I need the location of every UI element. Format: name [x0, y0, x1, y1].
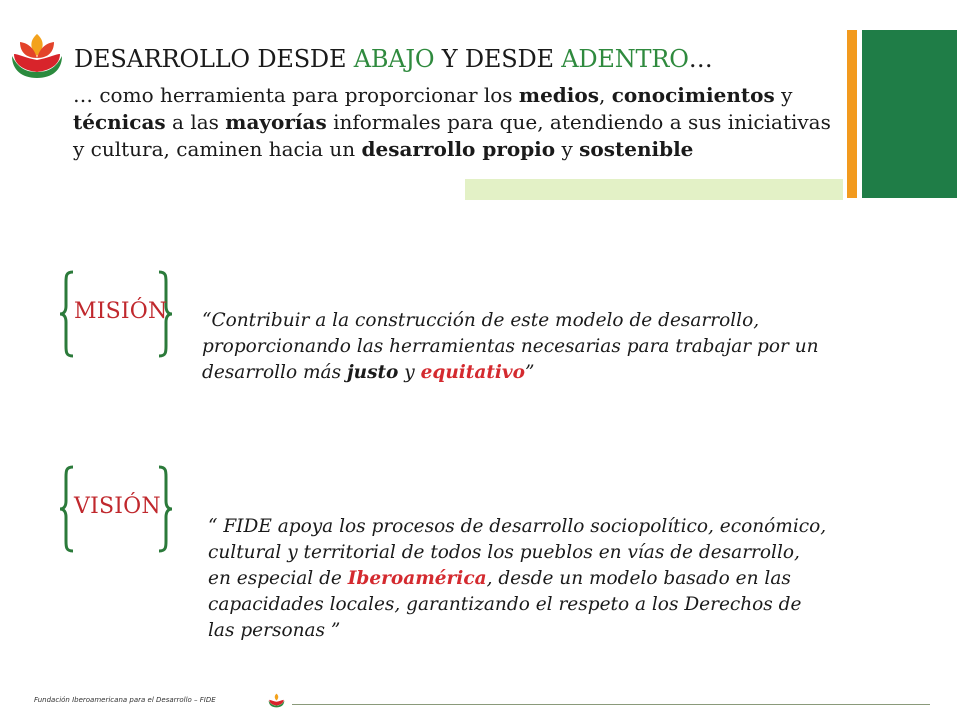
vision-quote: [208, 514, 828, 644]
intro-bold: sostenible: [579, 137, 694, 161]
footer-divider: [292, 704, 930, 705]
mision-label: MISIÓN: [74, 299, 168, 324]
vision-label: VISIÓN: [74, 494, 161, 519]
intro-text: ,: [599, 83, 612, 107]
vision-quote-text: , desde un modelo basado en las capacidades locales, garantizando el respeto a los Derechos de las personas ”: [208, 568, 802, 641]
mision-quote: [202, 308, 842, 386]
intro-text: y: [774, 83, 793, 107]
intro-bold: técnicas: [73, 110, 166, 134]
intro-text: y: [555, 137, 580, 161]
mision-quote-text: y: [398, 362, 421, 383]
mision-quote-text: ”: [525, 362, 535, 383]
intro-bold: conocimientos: [611, 83, 775, 107]
intro-bold: mayorías: [225, 110, 327, 134]
fide-flower-logo-icon: [10, 32, 64, 80]
intro-text: … como herramienta para proporcionar los: [73, 83, 519, 107]
fide-flower-logo-icon: [268, 693, 285, 708]
title-text: Y DESDE: [434, 45, 562, 73]
vision-quote-emphasis: Iberoamérica: [347, 568, 487, 589]
title-accent-adentro: ADENTRO: [561, 45, 689, 73]
title-text: DESARROLLO DESDE: [74, 45, 354, 73]
orange-accent-bar: [847, 30, 857, 198]
title-text: …: [688, 45, 713, 73]
page-title: [74, 44, 713, 74]
highlight-bar: [465, 179, 843, 200]
title-accent-abajo: ABAJO: [353, 45, 435, 73]
intro-paragraph: [73, 82, 843, 163]
footer-text: Fundación Iberoamericana para el Desarrollo – FIDE: [34, 696, 216, 704]
intro-text: a las: [165, 110, 226, 134]
green-accent-block: [862, 30, 957, 198]
mision-quote-bold: justo: [346, 362, 399, 383]
mision-quote-emphasis: equitativo: [420, 362, 526, 383]
intro-bold: desarrollo propio: [361, 137, 556, 161]
intro-text: informales para que, atendiendo a sus iniciativas y cultura, caminen hacia un: [73, 110, 831, 161]
intro-bold: medios: [518, 83, 599, 107]
mision-quote-text: “Contribuir a la construcción de este modelo de desarrollo, proporcionando las herramientas necesarias para trabajar por un desarrollo más: [202, 310, 819, 383]
vision-quote-text: “ FIDE apoya los procesos de desarrollo sociopolítico, económico, cultural y territorial de todos los pueblos en vías de desarrollo, en especial de: [208, 516, 827, 589]
